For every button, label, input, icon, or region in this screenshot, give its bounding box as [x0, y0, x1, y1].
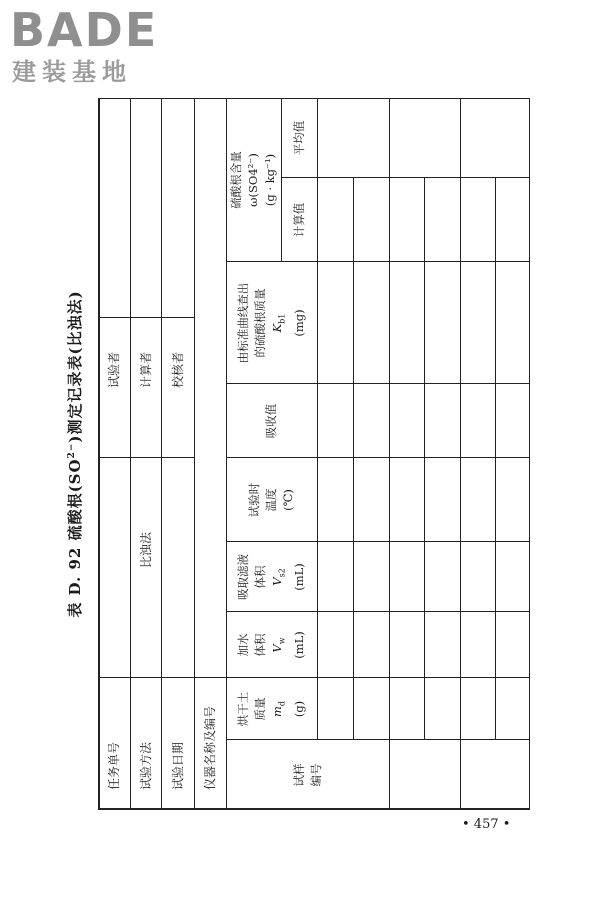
- logo-brand: BADE: [10, 3, 159, 57]
- header-calc-value: 计算值: [291, 202, 306, 238]
- header-water-volume: 加水 体积 $V_w$ (mL): [236, 631, 306, 659]
- table-caption: 表 D. 92 硫酸根$(SO^{2-})$测定记录表(比浊法): [66, 290, 84, 618]
- logo-subtitle: 建装基地: [12, 58, 132, 86]
- test-method-label: 试验方法: [139, 741, 153, 790]
- test-method-value: 比浊法: [139, 532, 153, 569]
- header-sulfate-content: 硫酸根含量 ω(SO4²⁻) (g · kg⁻¹): [229, 151, 277, 209]
- header-filtrate-volume: 吸取滤液 体积 $V_{s2}$ (mL): [236, 554, 306, 600]
- page-number: • 457 •: [462, 817, 511, 832]
- rotated-record-table: [66, 98, 530, 810]
- checker-label: 校核者: [171, 351, 185, 388]
- header-absorbance: 吸收值: [264, 403, 278, 439]
- test-date-label: 试验日期: [171, 741, 185, 790]
- record-table-grid: [98, 98, 530, 810]
- bade-logo: [10, 3, 190, 90]
- header-sulfate-mass: 由标准曲线查出 的硫酸根质量 $K_{b1}$ (mg): [236, 282, 306, 364]
- header-dry-soil-mass: 烘干土 质量 $m_d$ (g): [236, 691, 306, 727]
- instrument-label: 仪器名称及编号: [203, 705, 217, 790]
- task-no-label: 任务单号: [107, 741, 121, 790]
- header-sample-no: 试样 编号: [291, 763, 323, 787]
- tester-label: 试验者: [107, 351, 121, 388]
- calculator-label: 计算者: [139, 351, 153, 388]
- header-avg-value: 平均值: [291, 120, 306, 156]
- header-test-temp: 试验时 温度 (℃): [247, 482, 295, 518]
